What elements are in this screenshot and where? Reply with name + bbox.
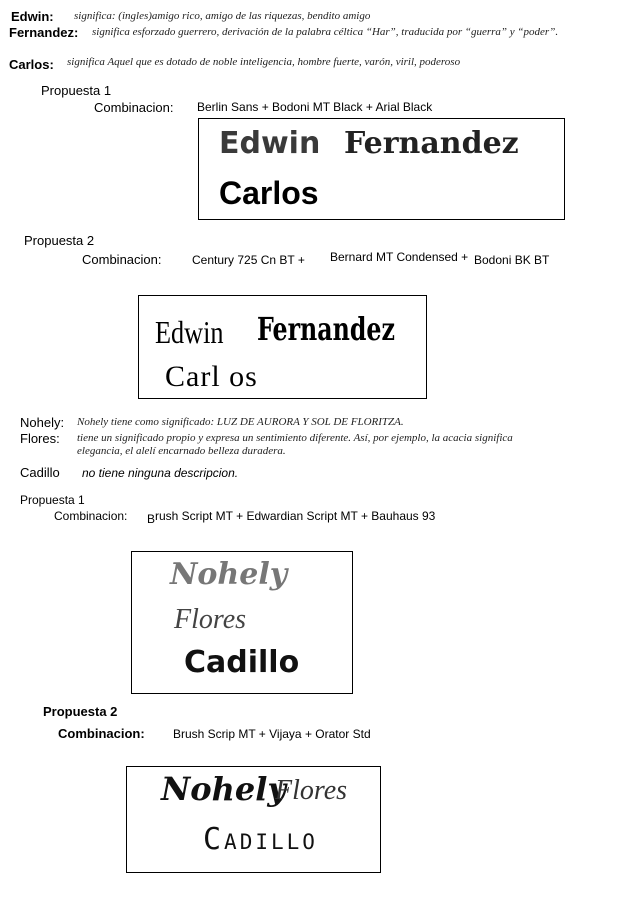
def-text-flores: tiene un significado propio y expresa un sentimiento diferente. Así, por ejemplo, la acacia significa elegancia, el alelí encarnado belleza duradera.: [77, 432, 513, 457]
def-text-carlos: significa Aquel que es dotado de noble inteligencia, hombre fuerte, varón, viril, poderoso: [67, 56, 461, 68]
sample-word-flores: Flores: [174, 604, 247, 635]
sample-box-nohely-2: [126, 766, 381, 873]
proposal-4-comb-text: Brush Scrip MT + Vijaya + Orator Std: [173, 727, 371, 741]
proposal-2-comb-a: Century 725 Cn BT +: [192, 253, 305, 267]
def-text-fernandez: significa esforzado guerrero, derivación de la palabra céltica “Har”, traducida por “guerra” y “poder”.: [92, 26, 559, 38]
sample-word-nohely: Nohely: [161, 770, 286, 808]
def-text-cadillo: no tiene ninguna descripcion.: [82, 466, 239, 480]
proposal-3-comb-b: B: [147, 512, 156, 526]
proposal-3-comb-text: rush Script MT + Edwardian Script MT + Bauhaus 93: [155, 509, 436, 523]
proposal-1-title: Propuesta 1: [41, 83, 112, 98]
sample-word-fernandez: Fernandez: [257, 310, 395, 348]
def-text-nohely: Nohely tiene como significado: LUZ DE AURORA Y SOL DE FLORITZA.: [77, 416, 404, 428]
proposal-3-comb-label: Combinacion:: [54, 509, 128, 523]
sample-word-nohely: Nohely: [170, 557, 288, 592]
sample-word-carlos: Carlos: [219, 175, 319, 211]
def-name-nohely: Nohely:: [20, 415, 65, 430]
sample-word-cadillo: Cadillo: [203, 822, 318, 857]
proposal-1-comb-label: Combinacion:: [94, 100, 174, 115]
proposal-4-comb-label: Combinacion:: [58, 726, 145, 741]
proposal-3-title: Propuesta 1: [20, 493, 85, 507]
sample-word-fernandez: Fernandez: [344, 126, 519, 161]
proposal-2-title: Propuesta 2: [24, 233, 95, 248]
sample-word-cadillo: Cadillo: [184, 645, 300, 680]
sample-word-edwin: Edwin: [219, 126, 321, 161]
proposal-2-comb-b: Bernard MT Condensed +: [330, 250, 469, 264]
def-name-edwin: Edwin:: [11, 9, 54, 24]
def-name-flores: Flores:: [20, 431, 60, 446]
proposal-2-comb-label: Combinacion:: [82, 252, 162, 267]
sample-box-nohely-1: [131, 551, 353, 694]
def-text-edwin: significa: (ingles)amigo rico, amigo de las riquezas, bendito amigo: [74, 10, 371, 22]
def-name-carlos: Carlos:: [9, 57, 54, 72]
def-name-fernandez: Fernandez:: [9, 25, 79, 40]
proposal-2-comb-c: Bodoni BK BT: [474, 253, 550, 267]
sample-box-edwin-1: [198, 118, 565, 220]
proposal-4-title: Propuesta 2: [43, 704, 118, 719]
sample-word-carlos: Carl os: [165, 360, 258, 393]
def-name-cadillo: Cadillo: [20, 465, 60, 480]
sample-word-flores: Flores: [275, 775, 348, 806]
sample-box-edwin-2: [138, 295, 427, 399]
proposal-1-comb-text: Berlin Sans + Bodoni MT Black + Arial Black: [197, 100, 433, 114]
sample-word-edwin: Edwin: [155, 314, 224, 350]
